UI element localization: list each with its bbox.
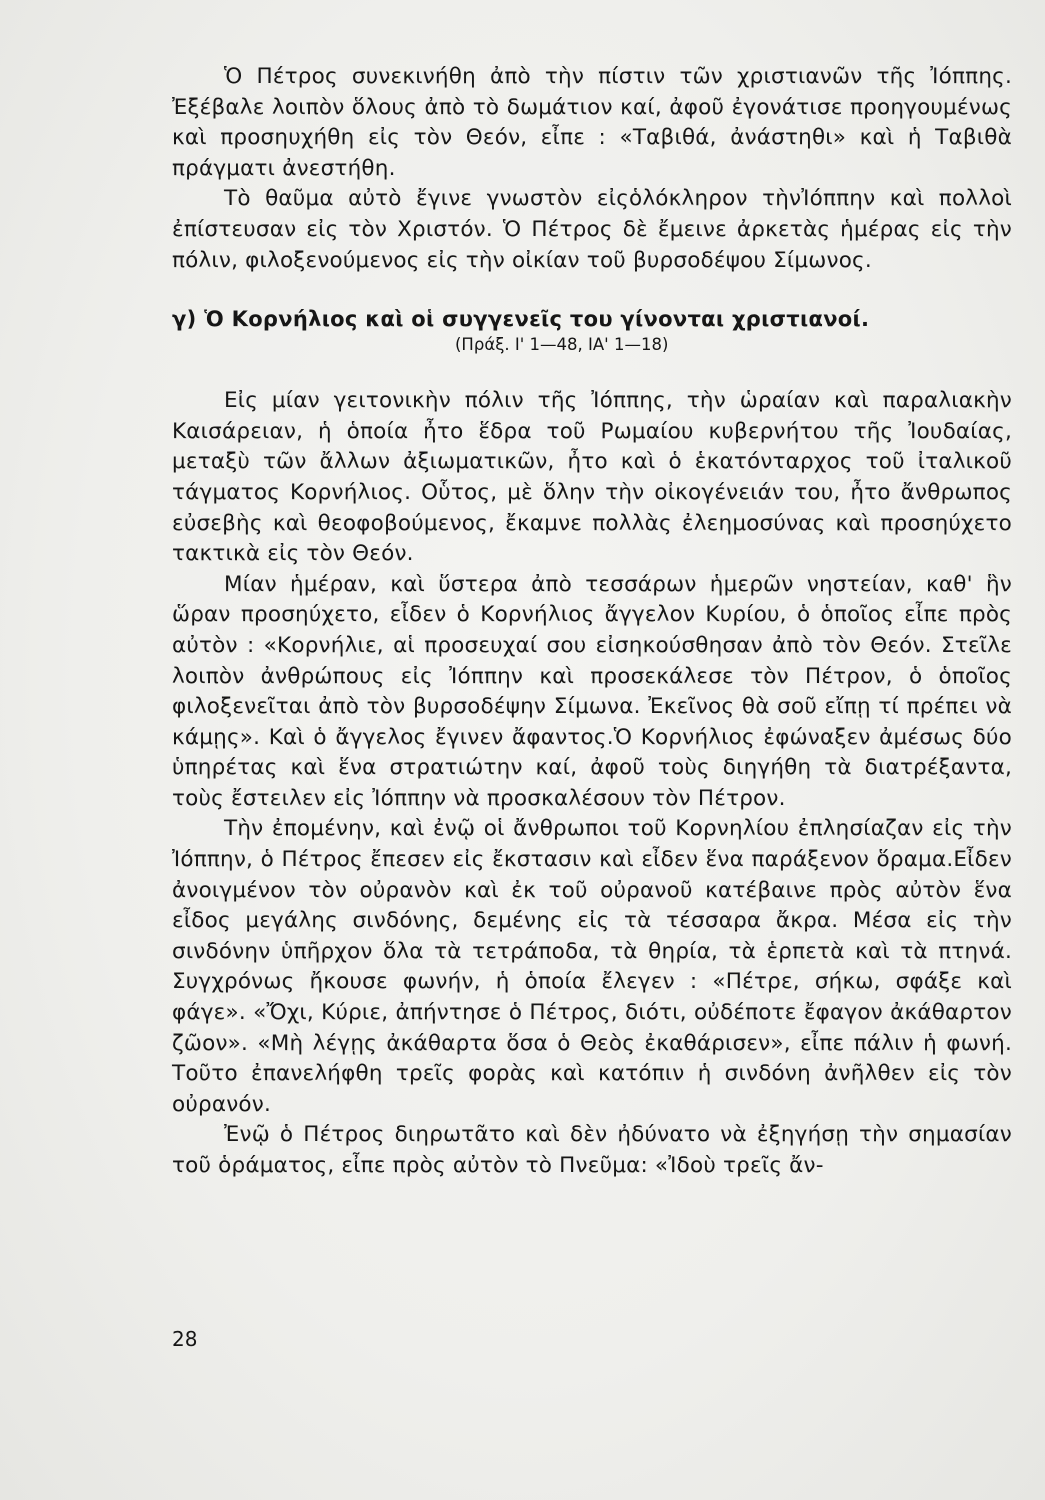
section-heading: γ) Ὁ Κορνήλιος καὶ οἱ συγγενεῖς του γίνονται χριστιανοί. (172, 307, 870, 332)
paragraph: Τὸ θαῦμα αὐτὸ ἔγινε γνωστὸν εἰςὁλόκληρον τὴνἸόππην καὶ πολλοὶ ἐπίστευσαν εἰς τὸν Χριστόν. Ὁ Πέτρος δὲ ἔμεινε ἀρκετὰς ἡμέρας εἰς τὴν πόλιν, φιλοξενούμενος εἰς τὴν οἰκίαν τοῦ βυρσοδέψου Σίμωνος. (172, 186, 1012, 273)
paragraph: Εἰς μίαν γειτονικὴν πόλιν τῆς Ἰόππης, τὴν ὡραίαν καὶ παραλιακὴν Καισάρειαν, ἡ ὁποία ἦτο ἕδρα τοῦ Ρωμαίου κυβερνήτου τῆς Ἰουδαίας, μεταξὺ τῶν ἄλλων ἀξιωματικῶν, ἦτο καὶ ὁ ἑκατόνταρχος τοῦ ἰταλικοῦ τάγματος Κορνήλιος. Οὗτος, μὲ ὅλην τὴν οἰκογένειάν του, ἦτο ἄνθρωπος εὐσεβὴς καὶ θεοφοβούμενος, ἔκαμνε πολλὰς ἐλεημοσύνας καὶ προσηύχετο τακτικὰ εἰς τὸν Θεόν. (172, 388, 1012, 567)
page-number: 28 (172, 1327, 198, 1351)
scripture-reference: (Πράξ. Ι' 1—48, ΙΑ' 1—18) (455, 335, 669, 355)
paragraph: Ὁ Πέτρος συνεκινήθη ἀπὸ τὴν πίστιν τῶν χριστιανῶν τῆς Ἰόππης. Ἐξέβαλε λοιπὸν ὅλους ἀπὸ τὸ δωμάτιον καί, ἀφοῦ ἐγονάτισε προηγουμένως καὶ προσηυχήθη εἰς τὸν Θεόν, εἶπε : «Ταβιθά, ἀνάστηθι» καὶ ἡ Ταβιθὰ πράγματι ἀνεστήθη. (172, 64, 1012, 181)
body-text (172, 62, 1012, 1182)
paragraph: Ἐνῷ ὁ Πέτρος διηρωτᾶτο καὶ δὲν ἠδύνατο νὰ ἐξηγήσῃ τὴν σημασίαν τοῦ ὁράματος, εἶπε πρὸς αὐτὸν τὸ Πνεῦμα: «Ἰδοὺ τρεῖς ἄν- (172, 1122, 1012, 1178)
paragraph: Μίαν ἡμέραν, καὶ ὕστερα ἀπὸ τεσσάρων ἡμερῶν νηστείαν, καθ' ἣν ὥραν προσηύχετο, εἶδεν ὁ Κορνήλιος ἄγγελον Κυρίου, ὁ ὁποῖος εἶπε πρὸς αὐτὸν : «Κορνήλιε, αἱ προσευχαί σου εἰσηκούσθησαν ἀπὸ τὸν Θεόν. Στεῖλε λοιπὸν ἀνθρώπους εἰς Ἰόππην καὶ προσεκάλεσε τὸν Πέτρον, ὁ ὁποῖος φιλοξενεῖται ἀπὸ τὸν βυρσοδέψην Σίμωνα. Ἐκεῖνος θὰ σοῦ εἴπῃ τί πρέπει νὰ κάμῃς». Καὶ ὁ ἄγγελος ἔγινεν ἄφαντος.Ὁ Κορνήλιος ἐφώναξεν ἀμέσως δύο ὑπηρέτας καὶ ἕνα στρατιώτην καί, ἀφοῦ τοὺς διηγήθη τὰ διατρέξαντα, τοὺς ἔστειλεν εἰς Ἰόππην νὰ προσκαλέσουν τὸν Πέτρον. (172, 571, 1012, 811)
paragraph: Τὴν ἐπομένην, καὶ ἐνῷ οἱ ἄνθρωποι τοῦ Κορνηλίου ἐπλησίαζαν εἰς τὴν Ἰόππην, ὁ Πέτρος ἔπεσεν εἰς ἔκστασιν καὶ εἶδεν ἕνα παράξενον ὅραμα.Εἶδεν ἀνοιγμένον τὸν οὐρανὸν καὶ ἐκ τοῦ οὐρανοῦ κατέβαινε πρὸς αὐτὸν ἕνα εἶδος μεγάλης σινδόνης, δεμένης εἰς τὰ τέσσαρα ἄκρα. Μέσα εἰς τὴν σινδόνην ὑπῆρχον ὅλα τὰ τετράποδα, τὰ θηρία, τὰ ἑρπετὰ καὶ τὰ πτηνά. Συγχρόνως ἤκουσε φωνήν, ἡ ὁποία ἔλεγεν : «Πέτρε, σήκω, σφάξε καὶ φάγε». «Ὄχι, Κύριε, ἀπήντησε ὁ Πέτρος, διότι, οὐδέποτε ἔφαγον ἀκάθαρτον ζῶον». «Μὴ λέγῃς ἀκάθαρτα ὅσα ὁ Θεὸς ἐκαθάρισεν», εἶπε πάλιν ἡ φωνή. Τοῦτο ἐπανελήφθη τρεῖς φορὰς καὶ κατόπιν ἡ σινδόνη ἀνῆλθεν εἰς τὸν οὐρανόν. (172, 816, 1012, 1117)
